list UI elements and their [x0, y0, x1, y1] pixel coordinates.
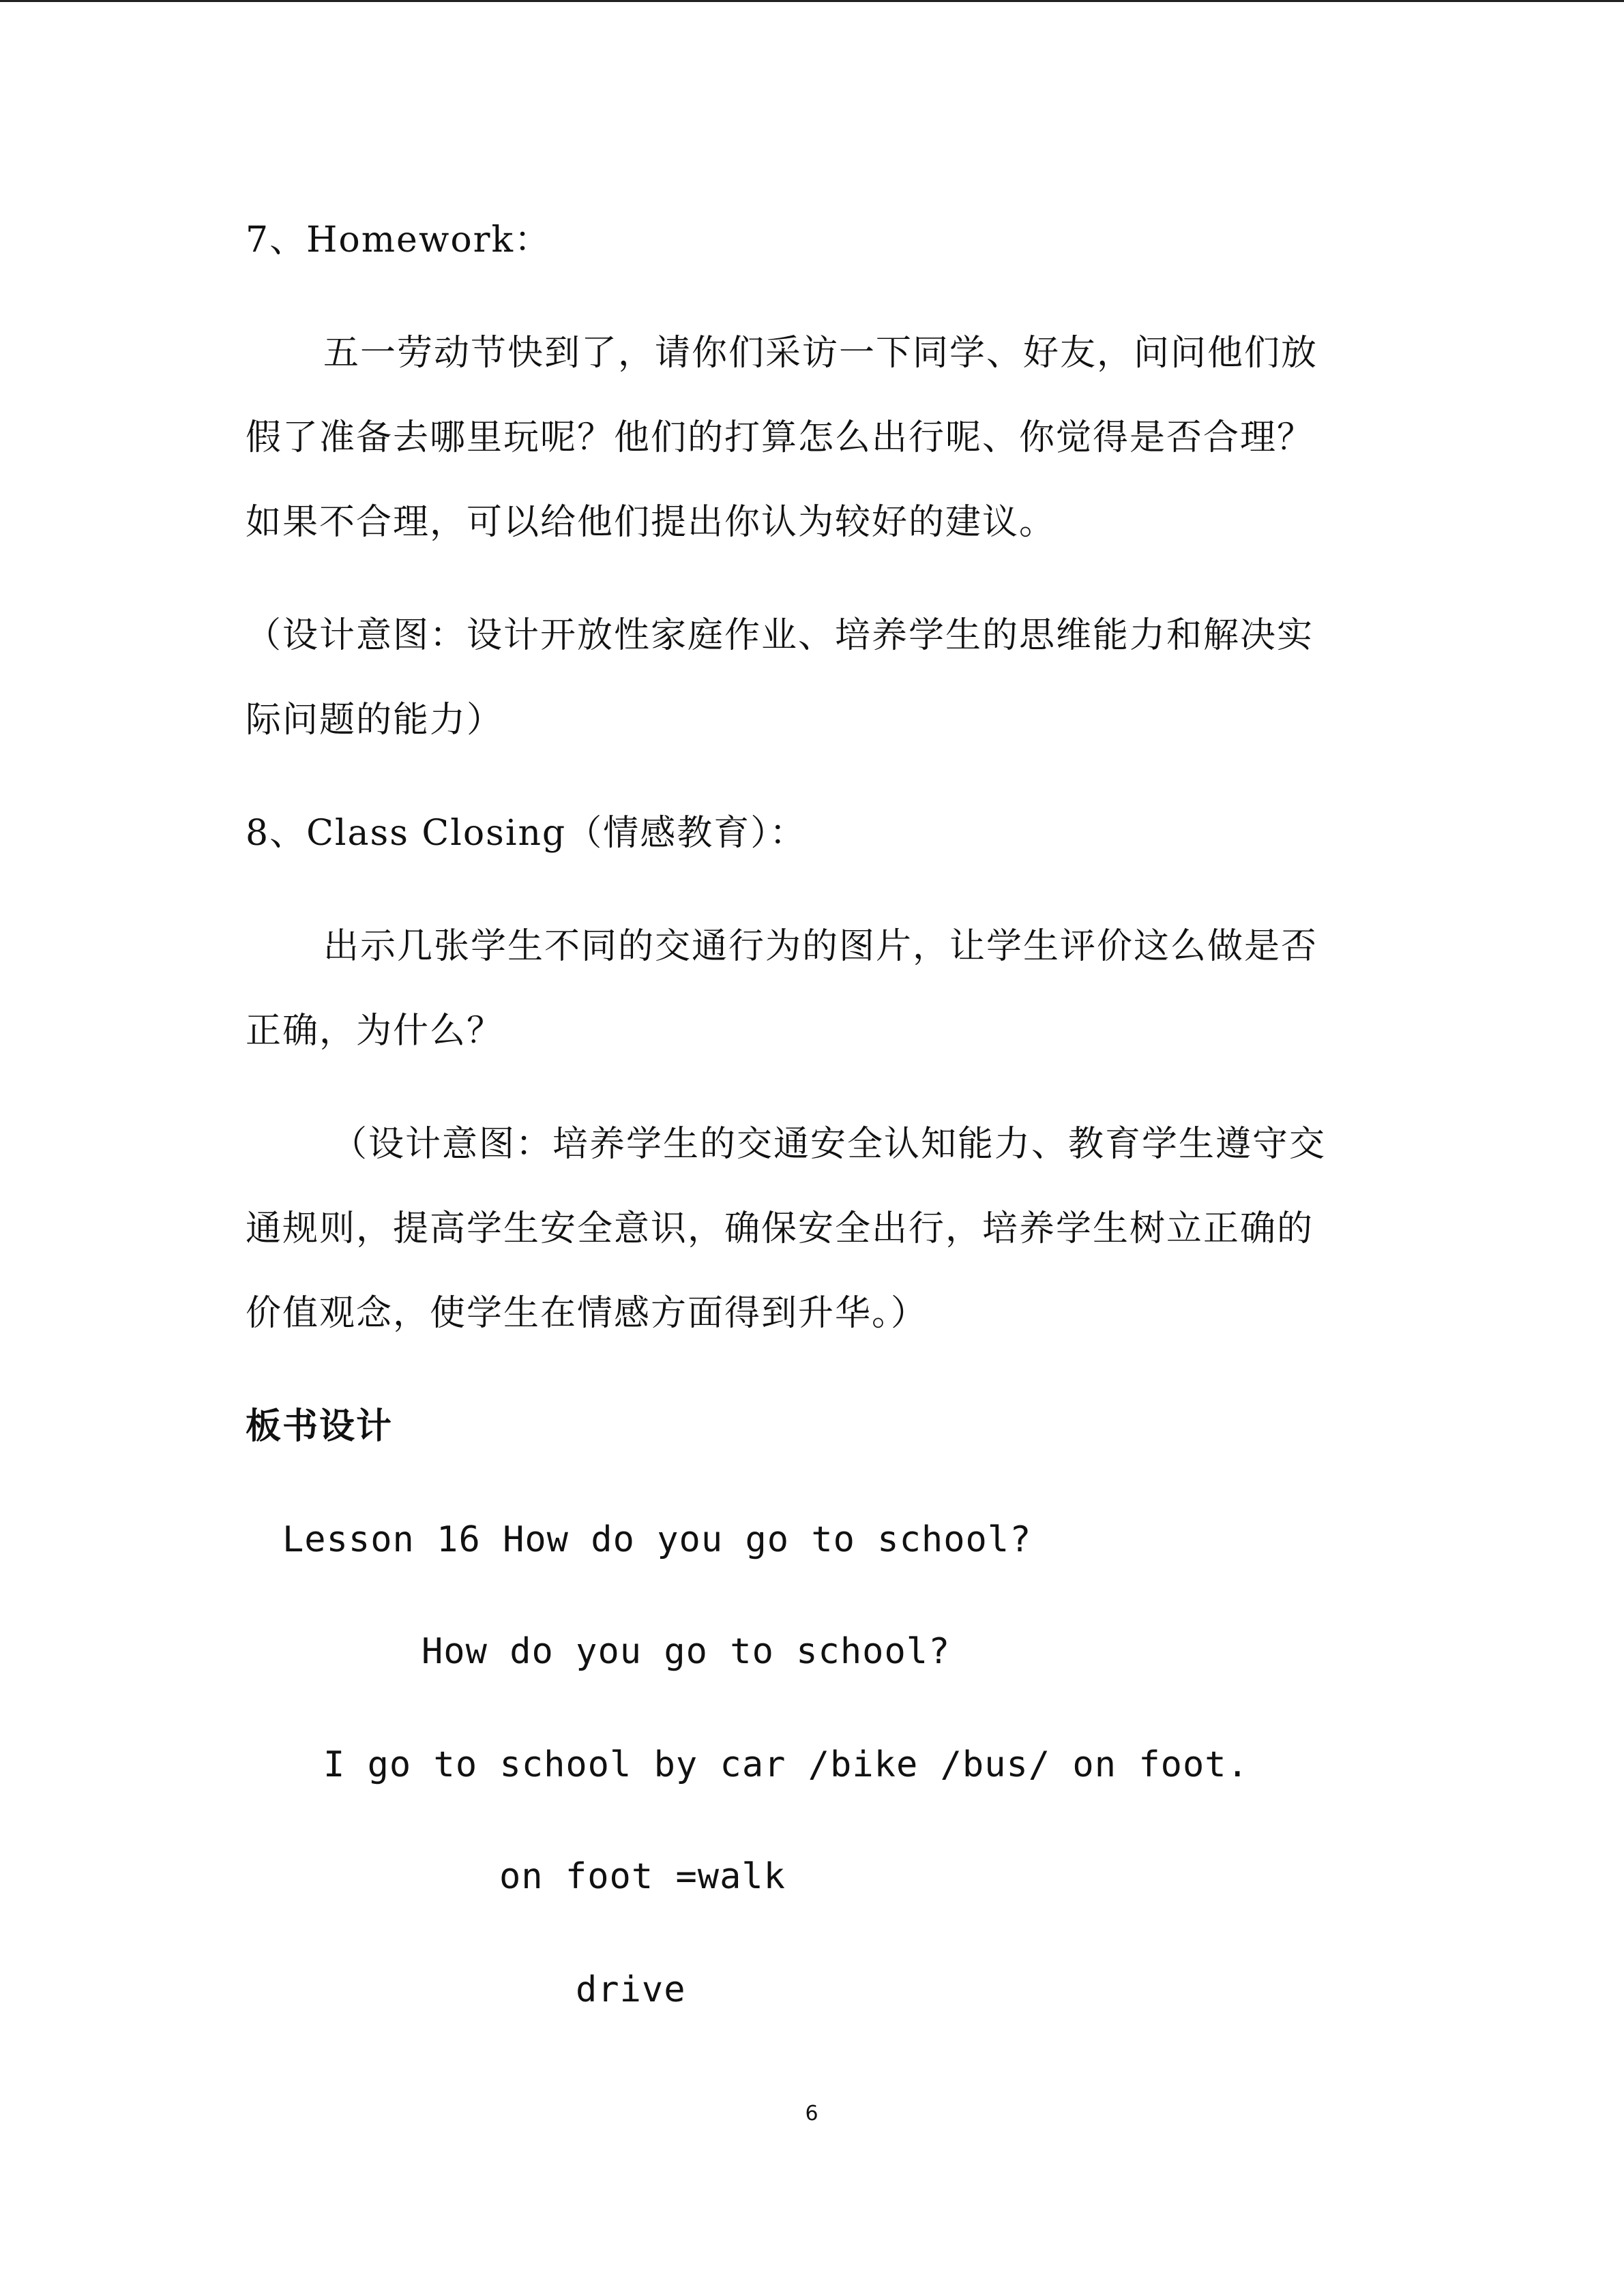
page-number: 6 — [805, 2102, 818, 2126]
homework-design-intent-line-1: （设计意图：设计开放性家庭作业、培养学生的思维能力和解决实 — [246, 615, 1314, 656]
homework-paragraph-line-2: 假了准备去哪里玩呢？他们的打算怎么出行呢、你觉得是否合理？ — [246, 417, 1314, 458]
class-closing-design-intent-line-2: 通规则，提高学生安全意识，确保安全出行，培养学生树立正确的 — [246, 1208, 1314, 1249]
class-closing-design-intent-line-3: 价值观念，使学生在情感方面得到升华。） — [246, 1293, 928, 1334]
class-closing-paragraph-line-2: 正确，为什么？ — [246, 1011, 504, 1052]
blackboard-line-5: drive — [576, 1969, 686, 2010]
blackboard-heading: 板书设计 — [246, 1406, 394, 1447]
page-top-border — [0, 0, 1624, 2]
homework-design-intent-line-2: 际问题的能力） — [246, 700, 504, 741]
blackboard-line-1: Lesson 16 How do you go to school? — [282, 1519, 1032, 1560]
homework-paragraph-line-1: 五一劳动节快到了，请你们采访一下同学、好友，问问他们放 — [323, 333, 1318, 374]
blackboard-line-4: on foot =walk — [499, 1856, 786, 1897]
class-closing-design-intent-line-1: （设计意图：培养学生的交通安全认知能力、教育学生遵守交 — [331, 1124, 1327, 1165]
blackboard-line-2: How do you go to school? — [422, 1631, 951, 1672]
class-closing-paragraph-line-1: 出示几张学生不同的交通行为的图片，让学生评价这么做是否 — [323, 926, 1318, 967]
homework-paragraph-line-3: 如果不合理，可以给他们提出你认为较好的建议。 — [246, 502, 1057, 543]
class-closing-heading: 8、Class Closing（情感教育）： — [246, 813, 807, 854]
homework-heading: 7、Homework： — [246, 220, 552, 260]
blackboard-line-3: I go to school by car /bike /bus/ on foot. — [323, 1744, 1249, 1785]
